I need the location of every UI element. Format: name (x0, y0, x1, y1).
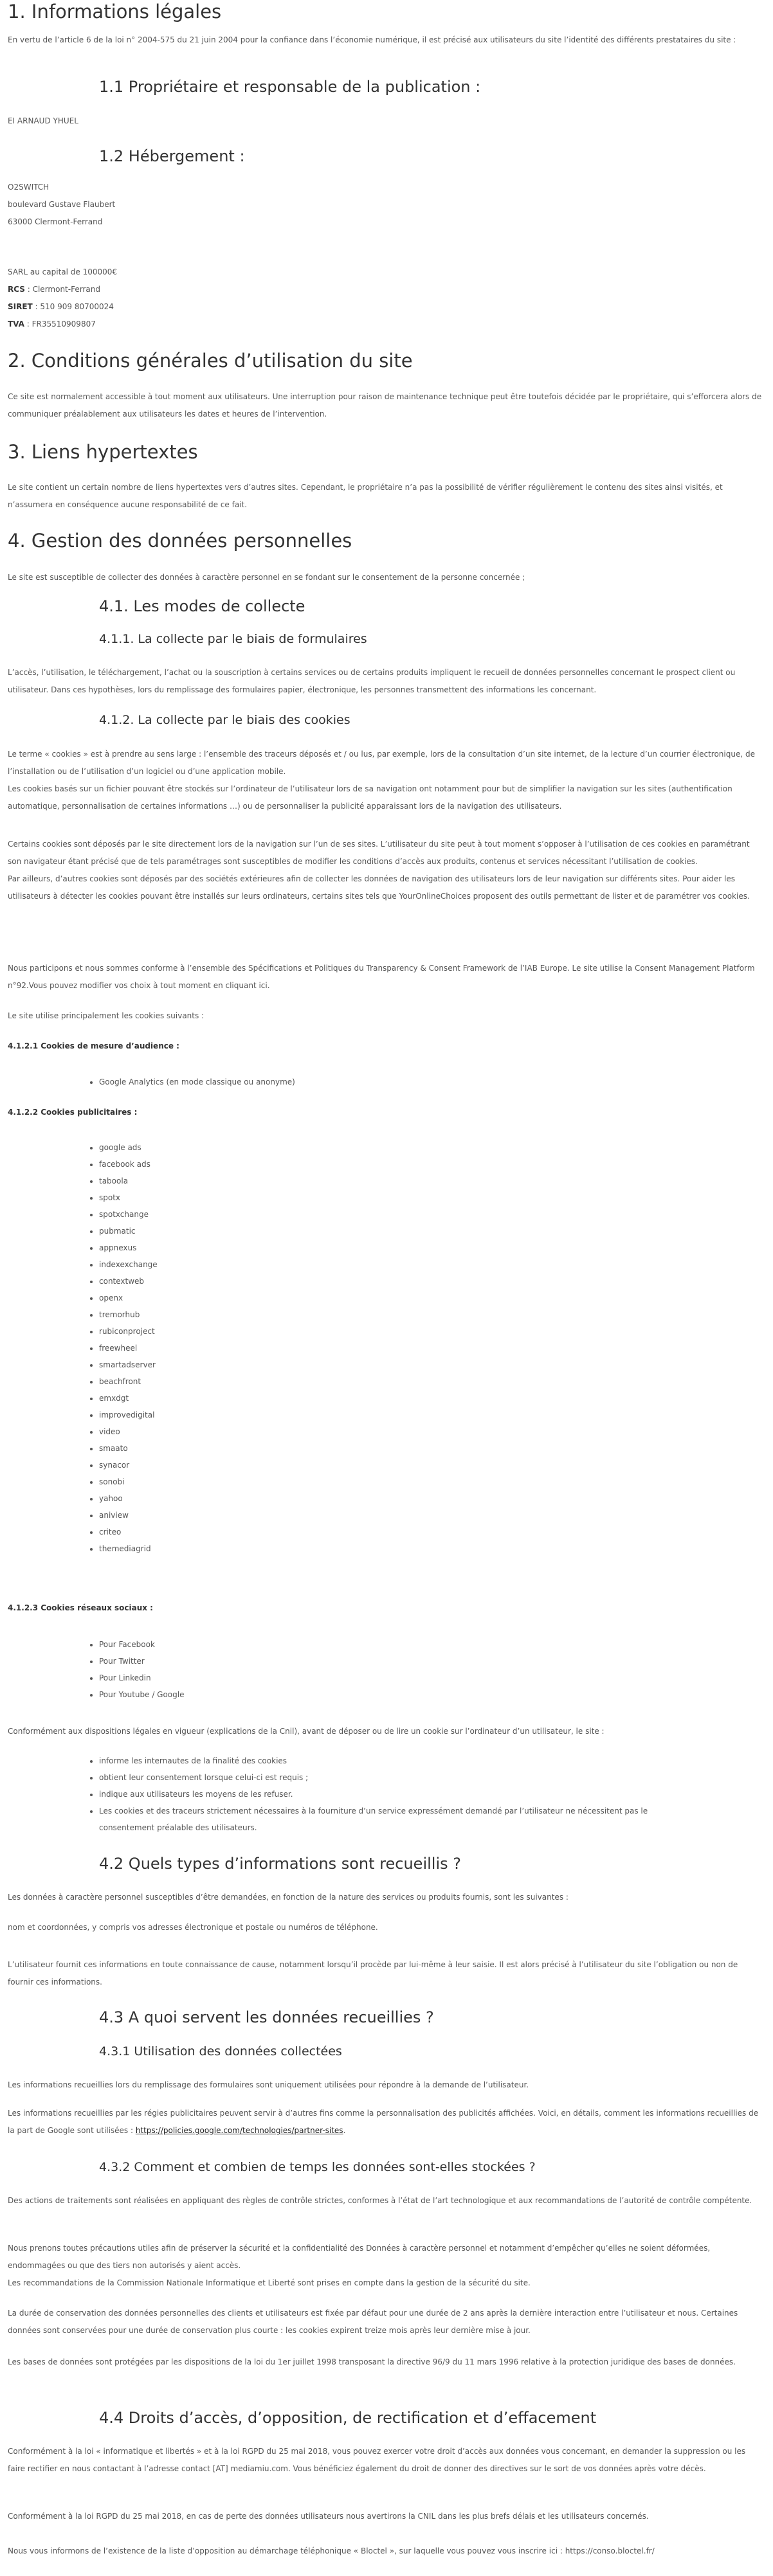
iab-consent-text: Nous participons et nous sommes conforme à l’ensemble des Spécifications et Politiques du Transparency & Consent Framework de l’IAB Europe. Le site utilise la Consent Management Platform n°92.Vous pouvez modifier vos choix à tout moment en cliquant ici. (8, 964, 755, 990)
section-4-4-body-a (8, 2443, 764, 2478)
list-item: • rubiconproject (99, 1323, 158, 1340)
section-4-1-1-text: L’accès, l’utilisation, le téléchargement, l’achat ou la souscription à certains services ou de certains produits impliquent le recueil de données personnelles concernant le prospect client ou utilisateur. Dans ces hypothèses, lors du remplissage des formulaires papier, électronique, les personnes transmettent des informations les concernant. (8, 668, 736, 694)
section-4-3-heading-wrap (99, 2008, 764, 2027)
list-item: • pubmatic (99, 1223, 158, 1239)
section-4-3-2-text-d: La durée de conservation des données personnelles des clients et utilisateurs est fixée par défaut pour une durée de 2 ans après la dernière interaction entre l’utilisateur et nous. Certaines données sont conservées pour une durée de conservation plus courte : les cookies expirent treize mois après leur dernière mise à jour. (8, 2309, 738, 2335)
list-item: • video (99, 1423, 158, 1440)
cookies-file-text: Les cookies basés sur un fichier pouvant être stockés sur l’ordinateur de l’utilisateur lors de sa navigation ont notamment pour but de simplifier la navigation sur les sites (authentification automatique, personnalisation de certaines informations …) ou de personnaliser la publicité apparaissant lors de la navigation des utilisateurs. (8, 784, 732, 811)
section-4-3-2-body-b (8, 2240, 764, 2292)
audience-heading: 4.1.2.1 Cookies de mesure d’audience : (8, 1041, 179, 1050)
ads-list (99, 1139, 158, 1557)
section-1-title: 1. Informations légales (8, 1, 222, 23)
section-4-3-2-text-e: Les bases de données sont protégées par les dispositions de la loi du 1er juillet 1998 transposant la directive 96/9 du 11 mars 1996 relative à la protection juridique des bases de données. (8, 2357, 736, 2366)
cookies-list-intro (8, 1007, 764, 1025)
section-4-3-1-body-b (8, 2105, 764, 2139)
list-item: • appnexus (99, 1239, 158, 1256)
list-item: • emxdgt (99, 1390, 158, 1407)
section-1-1-heading-wrap (99, 77, 764, 96)
section-4-intro (8, 569, 764, 586)
cookies-list-intro-text: Le site utilise principalement les cookies suivants : (8, 1011, 205, 1020)
section-4-4-title: 4.4 Droits d’accès, d’opposition, de rectification et d’effacement (99, 2409, 597, 2427)
list-item: • sonobi (99, 1473, 158, 1490)
section-1-2-heading-wrap (99, 147, 764, 166)
section-4-3-2-text-a: Des actions de traitements sont réalisées en appliquant des règles de contrôle strictes, conformes à l’état de l’art technologique et aux recommandations de l’autorité de contrôle compétente. (8, 2196, 752, 2205)
section-4-1-1-title: 4.1.1. La collecte par le biais de formulaires (99, 632, 367, 646)
social-heading-wrap (8, 1599, 764, 1617)
section-4-heading-wrap (8, 529, 764, 552)
section-4-1-1-heading-wrap (99, 631, 764, 647)
list-item: • indique aux utilisateurs les moyens de les refuser. (99, 1786, 754, 1803)
section-4-3-2-heading-wrap (99, 2159, 764, 2175)
tva-label: TVA (8, 320, 24, 329)
section-4-3-1-heading-wrap (99, 2043, 764, 2060)
section-4-4-text-a: Conformément à la loi « informatique et libertés » et à la loi RGPD du 25 mai 2018, vous pouvez exercer votre droit d’accès aux données vous concernant, en demander la suppression ou les faire rectifier en nous contactant à l’adresse contact [AT] mediamiu.com. Vous bénéficiez également du droit de donner des directives sur le sort de vos données après votre décès. (8, 2447, 746, 2473)
list-item: • Les cookies et des traceurs strictement nécessaires à la fourniture d’un service expressément demandé par l’utilisateur ne nécessitent pas le consentement préalable des utilisateurs. (99, 1803, 678, 1836)
host-line: boulevard Gustave Flaubert (8, 200, 116, 209)
social-heading-line (8, 1599, 764, 1617)
list-item: • google ads (99, 1139, 158, 1156)
ads-heading-wrap (8, 1104, 764, 1121)
list-item: • smartadserver (99, 1356, 158, 1373)
section-4-2-title: 4.2 Quels types d’informations sont recueillis ? (99, 1855, 461, 1873)
section-4-3-2-body-d (8, 2305, 764, 2339)
rcs-label: RCS (8, 285, 25, 294)
list-item: • yahoo (99, 1490, 158, 1507)
section-1-intro (8, 32, 764, 49)
company-info (8, 264, 764, 333)
section-2-heading-wrap (8, 349, 764, 372)
section-4-4-heading-wrap (99, 2408, 764, 2427)
section-4-3-title: 4.3 A quoi servent les données recueillies ? (99, 2008, 434, 2026)
section-4-title: 4. Gestion des données personnelles (8, 530, 352, 552)
section-4-3-2-body-a (8, 2192, 764, 2210)
host-line: O2SWITCH (8, 183, 50, 192)
host-line: 63000 Clermont-Ferrand (8, 217, 103, 226)
list-item: • beachfront (99, 1373, 158, 1390)
section-4-3-2-body-e (8, 2354, 764, 2371)
section-4-3-2-text-b: Nous prenons toutes précautions utiles afin de préserver la sécurité et la confidentialité des Données à caractère personnel et notamment d’empêcher qu’elles ne soient déformées, endommagées ou que des tiers non autorisés y aient accès. (8, 2244, 711, 2270)
section-4-2-body-c (8, 1956, 764, 1991)
section-2-body (8, 388, 764, 423)
section-4-3-1-text-b: Les informations recueillies par les régies publicitaires peuvent servir à d’autres fins comme la personnalisation des publicités affichées. Voici, en détails, comment les informations recueillies de la part de Google sont utilisées : (8, 2109, 759, 2135)
cookies-site (8, 836, 764, 905)
section-4-4-text-c: Nous vous informons de l’existence de la liste d’opposition au démarchage téléphonique « Bloctel », sur laquelle vous pouvez vous inscrire ici : https://conso.bloctel.fr/ (8, 2546, 655, 2555)
list-item: • tremorhub (99, 1306, 158, 1323)
google-policy-link[interactable]: https://policies.google.com/technologies/partner-sites (135, 2126, 343, 2135)
section-4-2-body (8, 1889, 764, 1906)
cookies-third-party-text: Par ailleurs, d’autres cookies sont déposés par des sociétés extérieures afin de collecter les données de navigation des utilisateurs lors de leur navigation sur différents sites. Pour aider les utilisateurs à détecter les cookies pouvant être installés sur leurs ordinateurs, certains sites tels que YourOnlineChoices proposent des outils permettant de lister et de paramétrer vos cookies. (8, 874, 750, 901)
section-1-2-title: 1.2 Hébergement : (99, 147, 245, 165)
section-4-2-body-b (8, 1919, 764, 1936)
sarl-line: SARL au capital de 100000€ (8, 267, 118, 276)
section-4-4-text-b: Conformément à la loi RGPD du 25 mai 2018, en cas de perte des données utilisateurs nous avertirons la CNIL dans les plus brefs délais et les utilisateurs concernés. (8, 2512, 649, 2521)
list-item: • taboola (99, 1173, 158, 1189)
host-address (8, 179, 764, 231)
section-4-3-2-text-c: Les recommandations de la Commission Nationale Informatique et Liberté sont prises en compte dans la gestion de la sécurité du site. (8, 2278, 531, 2287)
list-item: • informe les internautes de la finalité des cookies (99, 1752, 754, 1769)
cookies-definition-text: Le terme « cookies » est à prendre au sens large : l’ensemble des traceurs déposés et / ou lus, par exemple, lors de la consultation d’un site internet, de la lecture d’un courrier électronique, de l’installation ou de l’utilisation d’un logiciel ou d’une application mobile. (8, 750, 755, 776)
list-item: • obtient leur consentement lorsque celui-ci est requis ; (99, 1769, 754, 1786)
list-item: • freewheel (99, 1340, 158, 1356)
tva-line (8, 316, 764, 333)
section-4-3-1-title: 4.3.1 Utilisation des données collectées (99, 2044, 342, 2058)
cnil-intro (8, 1723, 764, 1740)
section-4-intro-text: Le site est susceptible de collecter des données à caractère personnel en se fondant sur le consentement de la personne concernée ; (8, 573, 525, 582)
list-item: • smaato (99, 1440, 158, 1457)
section-1-1-title: 1.1 Propriétaire et responsable de la publication : (99, 78, 481, 96)
cnil-list (99, 1752, 754, 1836)
siret-value: : 510 909 80700024 (32, 302, 114, 311)
list-item: • themediagrid (99, 1540, 158, 1557)
owner-wrap (8, 113, 764, 130)
owner-name: EI ARNAUD YHUEL (8, 116, 78, 125)
list-item: • criteo (99, 1524, 158, 1540)
rcs-value: : Clermont-Ferrand (24, 285, 100, 294)
list-item: • aniview (99, 1507, 158, 1524)
list-item: • improvedigital (99, 1407, 158, 1423)
section-1-heading-wrap (8, 0, 764, 23)
section-4-3-1-text-b-line (8, 2105, 764, 2139)
list-item: • spotxchange (99, 1206, 158, 1223)
period: . (343, 2126, 346, 2135)
section-4-4-body-c (8, 2543, 764, 2560)
cookies-site-text: Certains cookies sont déposés par le site directement lors de la navigation sur l’un de ses sites. L’utilisateur du site peut à tout moment s’opposer à l’utilisation de ces cookies en paramétrant son navigateur étant précisé que de tels paramétrages sont susceptibles de modifier les conditions d’accès aux produits, contenus et services nécessitant l’utilisation de cookies. (8, 840, 750, 866)
section-4-4-body-b (8, 2508, 764, 2525)
section-4-1-1-body (8, 664, 764, 699)
siret-label: SIRET (8, 302, 33, 311)
section-1-intro-text: En vertu de l’article 6 de la loi n° 2004-575 du 21 juin 2004 pour la confiance dans l’économie numérique, il est précisé aux utilisateurs du site l’identité des différents prestataires du site : (8, 35, 736, 44)
section-4-1-2-heading-wrap (99, 712, 764, 728)
list-item: • Google Analytics (en mode classique ou anonyme) (99, 1074, 295, 1090)
section-4-1-2-title: 4.1.2. La collecte par le biais des cookies (99, 713, 350, 727)
list-item: • Pour Twitter (99, 1653, 185, 1670)
rcs-line (8, 281, 764, 298)
list-item: • facebook ads (99, 1156, 158, 1173)
section-4-2-text-a: Les données à caractère personnel susceptibles d’être demandées, en fonction de la nature des services ou produits fournis, sont les suivantes : (8, 1893, 568, 1902)
list-item: • contextweb (99, 1273, 158, 1290)
social-list (99, 1636, 185, 1703)
list-item: • Pour Facebook (99, 1636, 185, 1653)
section-3-heading-wrap (8, 440, 764, 464)
section-4-2-text-c: L’utilisateur fournit ces informations en toute connaissance de cause, notamment lorsqu’il procède par lui-même à leur saisie. Il est alors précisé à l’utilisateur du site l’obligation ou non de fournir ces informations. (8, 1960, 738, 1986)
section-4-3-1-body (8, 2076, 764, 2094)
section-4-3-2-title: 4.3.2 Comment et combien de temps les données sont-elles stockées ? (99, 2160, 536, 2174)
audience-list (99, 1074, 295, 1090)
section-3-title: 3. Liens hypertextes (8, 441, 198, 463)
section-3-body (8, 479, 764, 514)
section-4-3-1-text-a: Les informations recueillies lors du remplissage des formulaires sont uniquement utilisées pour répondre à la demande de l’utilisateur. (8, 2080, 529, 2089)
audience-heading-wrap (8, 1038, 764, 1055)
section-2-text: Ce site est normalement accessible à tout moment aux utilisateurs. Une interruption pour raison de maintenance technique peut être toutefois décidée par le propriétaire, qui s’efforcera alors de communiquer préalablement aux utilisateurs les dates et heures de l’intervention. (8, 392, 762, 419)
list-item: • openx (99, 1290, 158, 1306)
section-4-2-text-b: nom et coordonnées, y compris vos adresses électronique et postale ou numéros de téléphone. (8, 1923, 378, 1932)
section-4-2-heading-wrap (99, 1854, 764, 1873)
cnil-intro-text: Conformément aux dispositions légales en vigueur (explications de la Cnil), avant de déposer ou de lire un cookie sur l’ordinateur d’un utilisateur, le site : (8, 1727, 605, 1736)
siret-line (8, 298, 764, 316)
section-4-1-heading-wrap (99, 597, 764, 616)
list-item: • Pour Linkedin (99, 1670, 185, 1686)
list-item: • synacor (99, 1457, 158, 1473)
section-4-1-title: 4.1. Les modes de collecte (99, 597, 305, 615)
ads-heading: 4.1.2.2 Cookies publicitaires : (8, 1108, 138, 1117)
section-2-title: 2. Conditions générales d’utilisation du site (8, 350, 413, 372)
ads-heading-line (8, 1104, 764, 1121)
social-heading: 4.1.2.3 Cookies réseaux sociaux : (8, 1603, 153, 1612)
tva-value: : FR35510909807 (24, 320, 96, 329)
audience-heading-line (8, 1038, 764, 1055)
cookies-definition (8, 746, 764, 815)
list-item: • indexexchange (99, 1256, 158, 1273)
iab-consent (8, 960, 764, 995)
list-item: • Pour Youtube / Google (99, 1686, 185, 1703)
list-item: • spotx (99, 1189, 158, 1206)
section-3-text: Le site contient un certain nombre de liens hypertextes vers d’autres sites. Cependant, le propriétaire n’a pas la possibilité de vérifier régulièrement le contenu des sites ainsi visités, et n’assumera en conséquence aucune responsabilité de ce fait. (8, 483, 723, 509)
